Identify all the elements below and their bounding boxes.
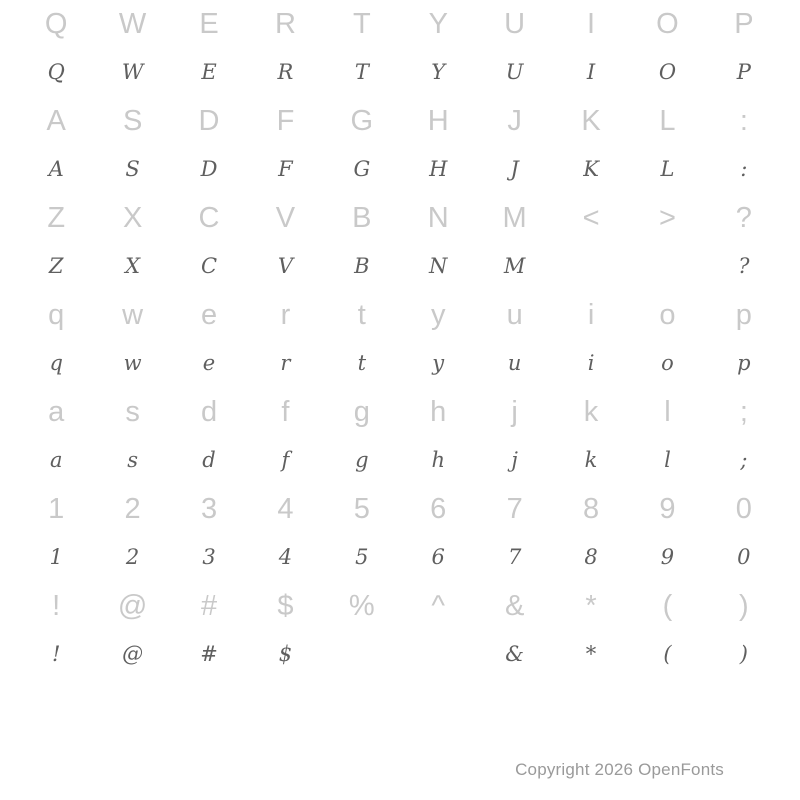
glyph-cell: 9 <box>659 492 676 525</box>
glyph-cell: f <box>281 448 290 473</box>
glyph-cell: I <box>586 60 596 85</box>
glyph-cell: U <box>505 60 524 85</box>
glyph-cell: h <box>431 448 445 473</box>
glyph-cell: ) <box>739 642 748 667</box>
glyph-cell: O <box>656 7 679 40</box>
glyph-cell: I <box>587 7 596 40</box>
glyph-row-sample <box>18 49 782 98</box>
glyph-row-reference <box>18 291 782 340</box>
glyph-cell: t <box>357 298 366 331</box>
glyph-cell: d <box>200 395 218 428</box>
glyph-cell: s <box>127 448 138 473</box>
glyph-cell: ! <box>51 642 61 667</box>
glyph-cell: < <box>582 201 600 234</box>
glyph-cell: y <box>430 298 446 331</box>
footer <box>0 740 800 800</box>
glyph-cell: H <box>427 104 449 137</box>
glyph-cell: D <box>198 104 220 137</box>
glyph-row-sample <box>18 437 782 486</box>
glyph-cell: * <box>585 642 597 667</box>
glyph-cell: K <box>583 157 599 182</box>
glyph-cell: l <box>664 448 671 473</box>
glyph-cell: V <box>275 201 296 234</box>
glyph-cell: 0 <box>737 545 751 570</box>
glyph-cell: ( <box>662 589 673 622</box>
glyph-cell: i <box>587 351 595 376</box>
glyph-cell: B <box>354 254 370 279</box>
glyph-row-sample <box>18 631 782 680</box>
glyph-cell: @ <box>117 589 148 622</box>
glyph-cell: @ <box>122 642 144 667</box>
glyph-cell: U <box>504 7 526 40</box>
glyph-cell: f <box>281 395 290 428</box>
glyph-cell: o <box>661 351 674 376</box>
glyph-cell: ( <box>663 642 672 667</box>
glyph-cell: Z <box>47 201 66 234</box>
glyph-cell: & <box>505 642 524 667</box>
glyph-cell: r <box>280 351 291 376</box>
glyph-cell: g <box>355 448 369 473</box>
glyph-cell: X <box>122 201 143 234</box>
glyph-cell: O <box>658 60 677 85</box>
glyph-cell: A <box>48 157 64 182</box>
glyph-cell: & <box>504 589 525 622</box>
glyph-row-sample <box>18 340 782 389</box>
glyph-cell: g <box>353 395 370 428</box>
glyph-cell: 1 <box>48 492 65 525</box>
glyph-row-sample <box>18 534 782 583</box>
glyph-row-reference <box>18 0 782 49</box>
glyph-cell: o <box>659 298 676 331</box>
glyph-cell: M <box>502 201 527 234</box>
glyph-cell: S <box>122 104 143 137</box>
glyph-cell: ? <box>735 201 752 234</box>
glyph-cell: ; <box>740 448 748 473</box>
glyph-cell: W <box>118 7 147 40</box>
glyph-cell: 7 <box>507 545 522 570</box>
glyph-cell: h <box>430 395 447 428</box>
glyph-row-reference <box>18 485 782 534</box>
glyph-cell: Q <box>47 60 65 85</box>
glyph-cell: 3 <box>202 545 216 570</box>
glyph-cell: ; <box>739 395 748 428</box>
glyph-cell: i <box>587 298 595 331</box>
glyph-cell: t <box>357 351 367 376</box>
glyph-cell: ^ <box>431 589 446 622</box>
glyph-cell: J <box>507 104 522 137</box>
glyph-cell: P <box>736 60 751 85</box>
glyph-cell: E <box>201 60 217 85</box>
glyph-cell: G <box>350 104 374 137</box>
glyph-cell: w <box>123 351 142 376</box>
glyph-cell: # <box>200 589 218 622</box>
glyph-cell: ! <box>52 589 61 622</box>
glyph-row-reference <box>18 582 782 631</box>
glyph-cell: L <box>659 104 676 137</box>
glyph-cell: k <box>584 448 598 473</box>
glyph-cell: P <box>734 7 754 40</box>
glyph-cell: Y <box>431 60 446 85</box>
glyph-cell: e <box>202 351 216 376</box>
glyph-cell: R <box>277 60 294 85</box>
glyph-cell: j <box>511 448 518 473</box>
glyph-cell: u <box>507 351 522 376</box>
glyph-cell: B <box>352 201 372 234</box>
glyph-cell: C <box>198 201 220 234</box>
glyph-row-sample <box>18 243 782 292</box>
glyph-cell: # <box>200 642 218 667</box>
glyph-cell: Z <box>48 254 64 279</box>
glyph-cell: $ <box>277 589 294 622</box>
glyph-cell: $ <box>278 642 293 667</box>
glyph-cell: r <box>280 298 291 331</box>
glyph-cell: l <box>664 395 671 428</box>
glyph-cell: : <box>739 104 748 137</box>
glyph-row-reference <box>18 97 782 146</box>
glyph-cell: N <box>427 201 449 234</box>
glyph-cell: p <box>737 351 751 376</box>
glyph-cell: 8 <box>582 492 600 525</box>
glyph-cell: q <box>48 298 65 331</box>
glyph-cell: C <box>200 254 218 279</box>
glyph-cell: T <box>354 60 369 85</box>
glyph-cell: V <box>277 254 293 279</box>
glyph-cell: 6 <box>431 545 445 570</box>
glyph-cell: D <box>200 157 218 182</box>
glyph-cell: 1 <box>49 545 63 570</box>
glyph-cell: 5 <box>353 492 370 525</box>
glyph-cell: * <box>585 589 597 622</box>
glyph-cell: s <box>125 395 140 428</box>
glyph-cell: y <box>432 351 445 376</box>
glyph-cell: N <box>429 254 448 279</box>
glyph-cell: a <box>48 395 65 428</box>
glyph-cell: R <box>274 7 296 40</box>
glyph-cell: e <box>200 298 218 331</box>
glyph-row-sample <box>18 146 782 195</box>
glyph-cell: ? <box>738 254 750 279</box>
glyph-cell: a <box>49 448 63 473</box>
glyph-cell: 2 <box>125 545 140 570</box>
glyph-row-reference <box>18 388 782 437</box>
glyph-cell: X <box>125 254 141 279</box>
glyph-cell: p <box>735 298 752 331</box>
glyph-cell: Q <box>44 7 68 40</box>
copyright-notice: Copyright 2026 OpenFonts <box>515 760 724 779</box>
glyph-cell: W <box>121 60 144 85</box>
glyph-cell: 3 <box>200 492 218 525</box>
glyph-cell: 6 <box>430 492 447 525</box>
glyph-cell: 9 <box>660 545 675 570</box>
glyph-cell: L <box>660 157 675 182</box>
glyph-cell: u <box>506 298 523 331</box>
glyph-cell: > <box>658 201 676 234</box>
glyph-cell: G <box>353 157 371 182</box>
glyph-cell: ) <box>739 589 749 622</box>
glyph-cell: 7 <box>506 492 523 525</box>
glyph-cell: d <box>202 448 216 473</box>
glyph-cell: Y <box>428 7 448 40</box>
glyph-cell: j <box>511 395 518 428</box>
glyph-cell: M <box>503 254 526 279</box>
glyph-cell: S <box>125 157 140 182</box>
glyph-cell: F <box>278 157 293 182</box>
glyph-cell: A <box>46 104 66 137</box>
glyph-cell: K <box>581 104 601 137</box>
glyph-cell: 4 <box>278 545 293 570</box>
glyph-cell: T <box>352 7 371 40</box>
glyph-cell: 0 <box>735 492 752 525</box>
glyph-row-reference <box>18 194 782 243</box>
glyph-cell: 5 <box>355 545 369 570</box>
glyph-cell: w <box>122 298 144 331</box>
glyph-cell: k <box>583 395 599 428</box>
glyph-cell: q <box>49 351 63 376</box>
glyph-cell: 8 <box>584 545 598 570</box>
glyph-cell: 2 <box>124 492 141 525</box>
glyph-cell: E <box>199 7 219 40</box>
glyph-cell: H <box>429 157 448 182</box>
glyph-cell: 4 <box>277 492 294 525</box>
glyph-cell: J <box>510 157 519 182</box>
glyph-cell: : <box>740 157 748 182</box>
glyph-cell: F <box>276 104 295 137</box>
glyph-cell: % <box>348 589 375 622</box>
